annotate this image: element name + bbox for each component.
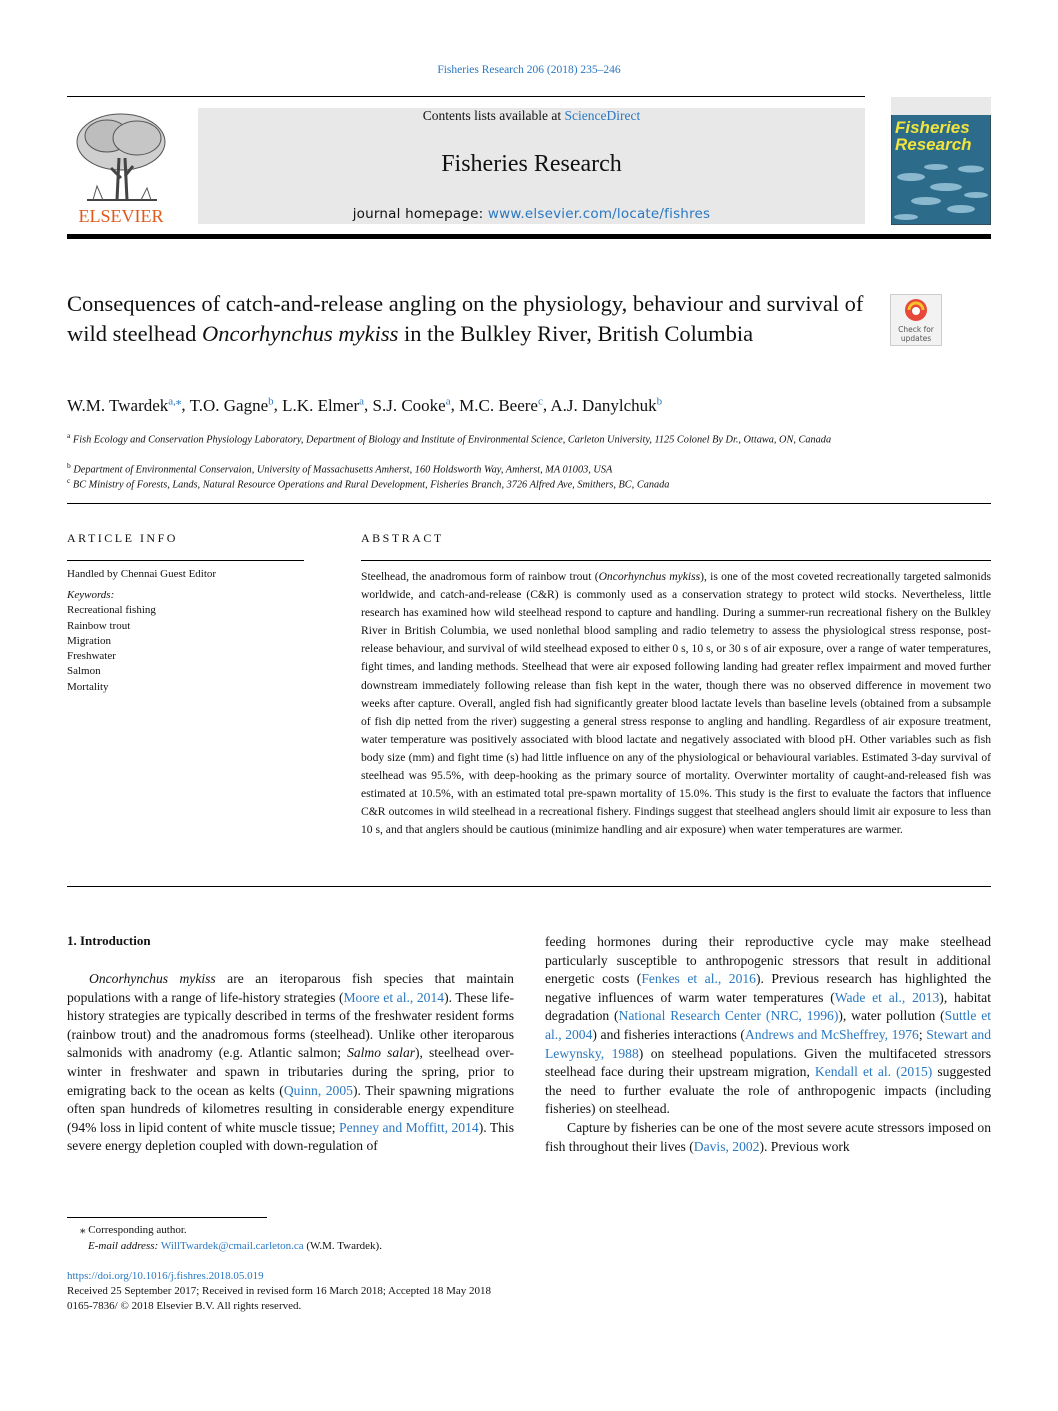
- author[interactable]: M.C. Beere$^c$: [459, 395, 543, 415]
- corresponding-author-note: ⁎ Corresponding author.: [80, 1224, 187, 1236]
- author[interactable]: S.J. Cooke$^a$: [372, 395, 451, 415]
- author[interactable]: L.K. Elmer$^a$: [282, 395, 364, 415]
- doi-link-anchor[interactable]: https://doi.org/10.1016/j.fishres.2018.05.019: [67, 1270, 264, 1282]
- reference-link[interactable]: Wade et al., 2013: [834, 989, 940, 1005]
- keyword: Freshwater: [67, 650, 116, 663]
- author[interactable]: A.J. Danylchuk$^b$: [550, 395, 663, 415]
- handled-by: Handled by Chennai Guest Editor: [67, 568, 217, 580]
- svg-text:updates: updates: [900, 334, 932, 343]
- keyword: Mortality: [67, 680, 109, 693]
- email-note: E-mail address: WillTwardek@cmail.carleton.ca (W.M. Twardek).: [88, 1240, 382, 1252]
- abstract-rule: [361, 560, 991, 561]
- received-dates: Received 25 September 2017; Received in revised form 16 March 2018; Accepted 18 May 2018: [67, 1285, 491, 1297]
- journal-cover[interactable]: [891, 97, 991, 225]
- elsevier-tree-icon: [67, 108, 175, 226]
- svg-text:Fisheries: Fisheries: [895, 118, 970, 137]
- homepage-link[interactable]: www.elsevier.com/locate/fishres: [487, 206, 711, 222]
- reference-link[interactable]: Kendall et al. (2015): [814, 1064, 933, 1080]
- sciencedirect-link[interactable]: ScienceDirect: [564, 108, 641, 123]
- intro-column-right: feeding hormones during their reproductive cycle may make steelhead particularly susceptible to anthropogenic stressors that result in additional energetic costs (Fenkes et al., 2016). Previous research has highlighted the negative influences of warm water temperatures (Wade et al., 2013), habitat degradation (National Research Center (NRC, 1996)), water pollution (Suttle et al., 2004) and fisheries interactions (Andrews and McSheffrey, 1976; Stewart and Lewynsky, 1988) on steelhead populations. Given the multifaceted stressors steelhead face during their upstream migration, Kendall et al. (2015) suggested the need to further evaluate the role of anthropogenic impacts (including fisheries) on steelhead. Capture by fisheries can be one of the most severe acute stressors imposed on fish throughout their lives (Davis, 2002). Previous work: [545, 934, 992, 1154]
- affiliation: $^b$ Department of Environmental Conservaion, University of Massachusetts Amherst, 160 Holdsworth Way, Amherst, MA 01003, USA: [67, 461, 613, 476]
- svg-text:ELSEVIER: ELSEVIER: [78, 206, 164, 226]
- reference-link[interactable]: Stewart and Lewynsky, 1988: [545, 1026, 992, 1061]
- elsevier-logo: [67, 108, 175, 226]
- keyword: Rainbow trout: [67, 619, 131, 632]
- keyword: Migration: [67, 634, 111, 647]
- check-for-updates-icon: [890, 294, 942, 346]
- reference-link[interactable]: Penney and Moffitt, 2014: [339, 1119, 479, 1135]
- abstract-text: Steelhead, the anadromous form of rainbow trout (Oncorhynchus mykiss), is one of the most coveted recreationally targeted salmonids worldwide, and catch-and-release (C&R) is commonly used as a conservation strategy to protect wild stocks. Nevertheless, little research has examined how wild steelhead respond to capture and handling. During a summer-run recreational fishery on the Bulkley River in British Columbia, we used nonlethal blood sampling and radio telemetry to assess the physiological stress response, post-release behaviour, and survival of wild steelhead exposed to either 0 s, 10 s, or 30 s of air exposure, over a range of water temperatures, fight times, and landing methods. Steelhead that were air exposed following landing had greater reflex impairment and moved further downstream immediately following release than fish kept in the water, though there was no observed difference in movement two weeks after capture. Overall, angled fish had significantly greater blood lactate levels than baseline levels (obtained from a subsample of fish dip netted from the river) suggesting a general stress response to angling and handling. Regardless of air exposure treatment, water temperature was positively associated with blood lactate and negatively associated with blood pH. Other variables such as fish body size (mm) and fight time (s) had little influence on any of the physiological or behavioural variables. Estimated 3-day survival of steelhead was 95.5%, with deep-hooking as the primary source of mortality. Overwinter mortality of caught-and-released fish was estimated at 10.5%, with an estimated total pre-spawn mortality of 15.0%. This study is the first to evaluate the factors that influence C&R outcomes in wild steelhead in a recreational fishery. Findings suggest that steelhead anglers should limit air exposure to less than 10 s, and that anglers should be cautious (minimize handling and air exposure) when water temperatures are warmer.: [361, 570, 991, 837]
- article-title: Consequences of catch-and-release angling on the physiology, behaviour and survival of wild steelhead Oncorhynchus mykiss in the Bulkley River, British Columbia: [67, 291, 864, 346]
- reference-link[interactable]: Andrews and McSheffrey, 1976: [744, 1026, 919, 1042]
- journal-cover-image-icon: [891, 97, 991, 225]
- abstract-heading: ABSTRACT: [361, 531, 444, 545]
- footnote-rule: [67, 1217, 267, 1218]
- abstract-bottom-rule: [67, 886, 991, 887]
- header-thick-rule: [67, 234, 991, 239]
- reference-link[interactable]: National Research Center (NRC, 1996): [618, 1008, 839, 1024]
- article-info-heading: ARTICLE INFO: [67, 531, 178, 545]
- article-info-rule: [67, 560, 304, 561]
- author-list: W.M. Twardek$^{a,⁎}$, T.O. Gagne$^b$, L.K. Elmer$^a$, S.J. Cooke$^a$, M.C. Beere$^c$, A.J. Danylchuk$^b$: [67, 395, 663, 415]
- keywords-block: [67, 588, 307, 695]
- keywords-label: Keywords:: [67, 589, 115, 601]
- check-for-updates-badge[interactable]: [890, 294, 942, 346]
- journal-name: Fisheries Research: [441, 151, 622, 177]
- section-heading-introduction: 1. Introduction: [67, 933, 151, 948]
- contents-line: Contents lists available at ScienceDirect: [422, 108, 641, 123]
- reference-link[interactable]: Moore et al., 2014: [343, 989, 445, 1005]
- reference-link[interactable]: Davis, 2002: [693, 1138, 760, 1154]
- svg-text:Research: Research: [895, 135, 972, 154]
- author[interactable]: T.O. Gagne$^b$: [189, 395, 274, 415]
- email-link[interactable]: WillTwardek@cmail.carleton.ca: [160, 1240, 304, 1252]
- copyright-line: 0165-7836/ © 2018 Elsevier B.V. All rights reserved.: [67, 1300, 302, 1312]
- intro-column-left: Oncorhynchus mykiss are an iteroparous fish species that maintain populations with a range of life-history strategies (Moore et al., 2014). These life-history strategies are typically described in terms of the freshwater resident forms (rainbow trout) and the anadromous forms (steelhead). Unlike other iteroparous salmonids with anadromy (e.g. Atlantic salmon; Salmo salar), steelhead over-winter in freshwater and spawn in tributaries during the spring, prior to emigrating back to the ocean as kelts (Quinn, 2005). Their spawning migrations often span hundreds of kilometres resulting in considerable energy expenditure (94% loss in lipid content of white muscle tissue; Penney and Moffitt, 2014). This severe energy depletion coupled with down-regulation of: [67, 971, 514, 1154]
- affiliation: $^a$ Fish Ecology and Conservation Physiology Laboratory, Department of Biology and Institute of Environmental Science, Carleton University, 1125 Colonel By Dr., Ottawa, ON, Canada: [67, 431, 832, 446]
- reference-link[interactable]: Quinn, 2005: [283, 1082, 353, 1098]
- reference-link[interactable]: Suttle et al., 2004: [545, 1008, 992, 1042]
- doi-link: [67, 1268, 264, 1284]
- journal-citation[interactable]: Fisheries Research 206 (2018) 235–246: [437, 64, 621, 76]
- svg-text:Check for: Check for: [898, 325, 934, 334]
- homepage-line: journal homepage: www.elsevier.com/locate/fishres: [352, 206, 711, 222]
- header-rule: [67, 96, 865, 97]
- keyword: Salmon: [67, 665, 101, 678]
- author[interactable]: W.M. Twardek$^{a,⁎}$: [67, 395, 182, 415]
- reference-link[interactable]: Fenkes et al., 2016: [641, 971, 756, 987]
- affiliation: $^c$ BC Ministry of Forests, Lands, Natural Resource Operations and Rural Development, Fisheries Branch, 3726 Alfred Ave, Smithers, BC, Canada: [67, 476, 670, 491]
- section-rule: [67, 503, 991, 504]
- keyword: Recreational fishing: [67, 604, 156, 617]
